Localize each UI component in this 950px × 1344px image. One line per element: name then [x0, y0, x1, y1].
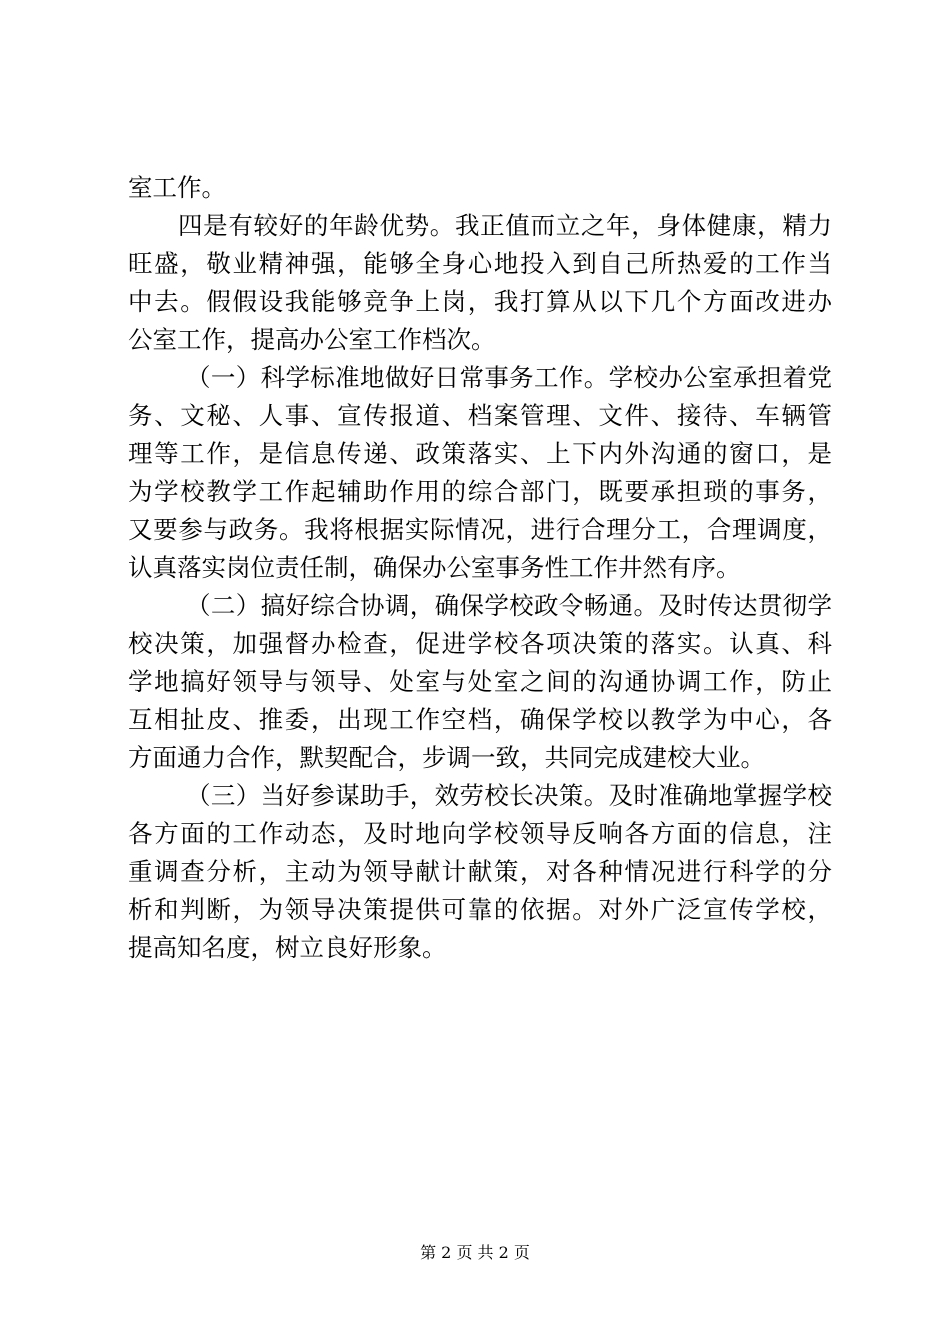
text-line: 中去。假假设我能够竞争上岗，我打算从以下几个方面改进办 [128, 287, 832, 316]
text-line: 学地搞好领导与领导、处室与处室之间的沟通协调工作，防止 [128, 667, 832, 696]
text-line: 认真落实岗位责任制，确保办公室事务性工作井然有序。 [128, 553, 741, 582]
text-line: 提高知名度，树立良好形象。 [128, 933, 447, 962]
text-line: 各方面的工作动态，及时地向学校领导反响各方面的信息，注 [128, 819, 832, 848]
text-line: 旺盛，敬业精神强，能够全身心地投入到自己所热爱的工作当 [128, 249, 832, 278]
text-line: 为学校教学工作起辅助作用的综合部门，既要承担琐的事务， [128, 477, 832, 506]
text-line: 理等工作，是信息传递、政策落实、上下内外沟通的窗口，是 [128, 439, 832, 468]
text-line: 四是有较好的年龄优势。我正值而立之年，身体健康，精力 [178, 211, 832, 240]
text-line: （一）科学标准地做好日常事务工作。学校办公室承担着党 [186, 363, 832, 392]
text-line: 又要参与政务。我将根据实际情况，进行合理分工，合理调度， [128, 515, 832, 544]
page-number-footer: 第 2 页 共 2 页 [420, 1243, 530, 1262]
text-line: 公室工作，提高办公室工作档次。 [128, 325, 496, 354]
text-line: 重调查分析，主动为领导献计献策，对各种情况进行科学的分 [128, 857, 832, 886]
text-line: （二）搞好综合协调，确保学校政令畅通。及时传达贯彻学 [186, 591, 832, 620]
text-line: 室工作。 [128, 173, 226, 202]
text-line: 方面通力合作，默契配合，步调一致，共同完成建校大业。 [128, 743, 765, 772]
text-line: 务、文秘、人事、宣传报道、档案管理、文件、接待、车辆管 [128, 401, 832, 430]
text-line: 互相扯皮、推委，出现工作空档，确保学校以教学为中心，各 [128, 705, 832, 734]
text-line: （三）当好参谋助手，效劳校长决策。及时准确地掌握学校 [186, 781, 832, 810]
text-line: 析和判断，为领导决策提供可靠的依据。对外广泛宣传学校， [128, 895, 832, 924]
document-body [128, 169, 832, 967]
text-line: 校决策，加强督办检查，促进学校各项决策的落实。认真、科 [128, 629, 832, 658]
